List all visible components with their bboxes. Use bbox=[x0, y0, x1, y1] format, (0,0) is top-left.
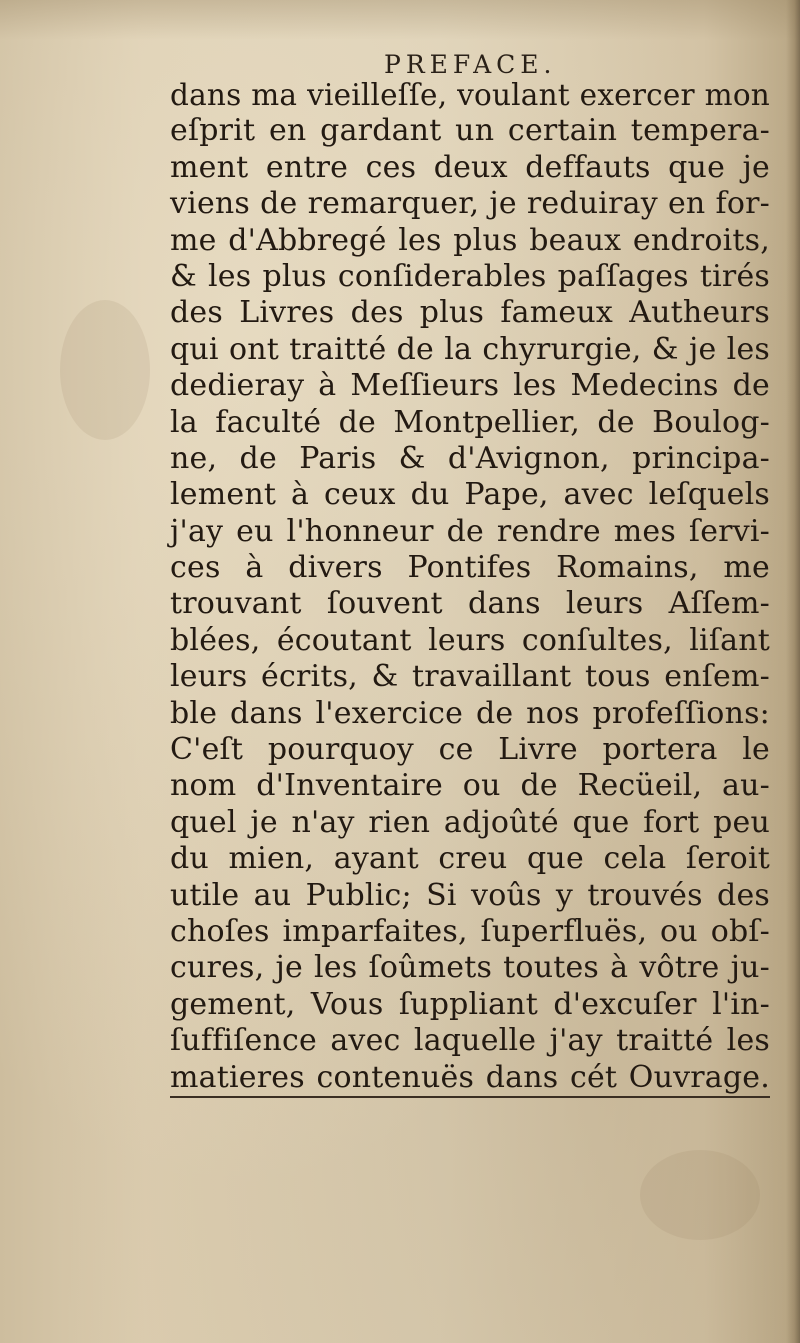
text-line: ment entre ces deux deffauts que je bbox=[170, 149, 770, 185]
text-line: du mien, ayant creu que cela ſeroit bbox=[170, 841, 770, 877]
text-line: qui ont traitté de la chyrurgie, & je les bbox=[170, 331, 770, 367]
paper-stain bbox=[60, 300, 150, 440]
paper-stain bbox=[640, 1150, 760, 1240]
text-line: ces à divers Pontifes Romains, me bbox=[170, 550, 770, 586]
text-line: ble dans l'exercice de nos profeſſions: bbox=[170, 695, 770, 731]
text-line: C'eſt pourquoy ce Livre portera le bbox=[170, 732, 770, 768]
text-line: la faculté de Montpellier, de Boulog- bbox=[170, 404, 770, 440]
text-line: leurs écrits, & travaillant tous enſem- bbox=[170, 659, 770, 695]
page-edge-shadow bbox=[0, 0, 800, 40]
text-line: eſprit en gardant un certain tempera- bbox=[170, 113, 770, 149]
text-line: viens de remarquer, je reduiray en for- bbox=[170, 186, 770, 222]
page-spine-shadow bbox=[786, 0, 800, 1343]
text-line: dedieray à Meſſieurs les Medecins de bbox=[170, 368, 770, 404]
text-line: matieres contenuës dans cét Ouvrage. bbox=[170, 1060, 770, 1098]
running-head: PREFACE. bbox=[384, 50, 557, 79]
text-line: me d'Abbregé les plus beaux endroits, bbox=[170, 222, 770, 258]
text-line: des Livres des plus fameux Autheurs bbox=[170, 295, 770, 331]
body-text bbox=[170, 77, 770, 1098]
text-line: nom d'Inventaire ou de Recüeil, au- bbox=[170, 768, 770, 804]
text-line: trouvant ſouvent dans leurs Aſſem- bbox=[170, 586, 770, 622]
text-line: cures, je les ſoûmets toutes à vôtre ju- bbox=[170, 950, 770, 986]
text-line: j'ay eu l'honneur de rendre mes ſervi- bbox=[170, 513, 770, 549]
text-line: quel je n'ay rien adjoûté que fort peu bbox=[170, 804, 770, 840]
text-line: gement, Vous ſuppliant d'excuſer l'in- bbox=[170, 986, 770, 1022]
text-line: dans ma vieilleſſe, voulant exercer mon bbox=[170, 78, 770, 112]
text-line: & les plus conſiderables paſſages tirés bbox=[170, 258, 770, 294]
text-line: ſuffiſence avec laquelle j'ay traitté les bbox=[170, 1023, 770, 1059]
text-line: lement à ceux du Pape, avec leſquels bbox=[170, 477, 770, 513]
text-line: choſes imparfaites, ſuperfluës, ou obſ- bbox=[170, 913, 770, 949]
text-line: blées, écoutant leurs conſultes, liſant bbox=[170, 622, 770, 658]
text-line: ne, de Paris & d'Avignon, principa- bbox=[170, 440, 770, 476]
text-line: utile au Public; Si voûs y trouvés des bbox=[170, 877, 770, 913]
